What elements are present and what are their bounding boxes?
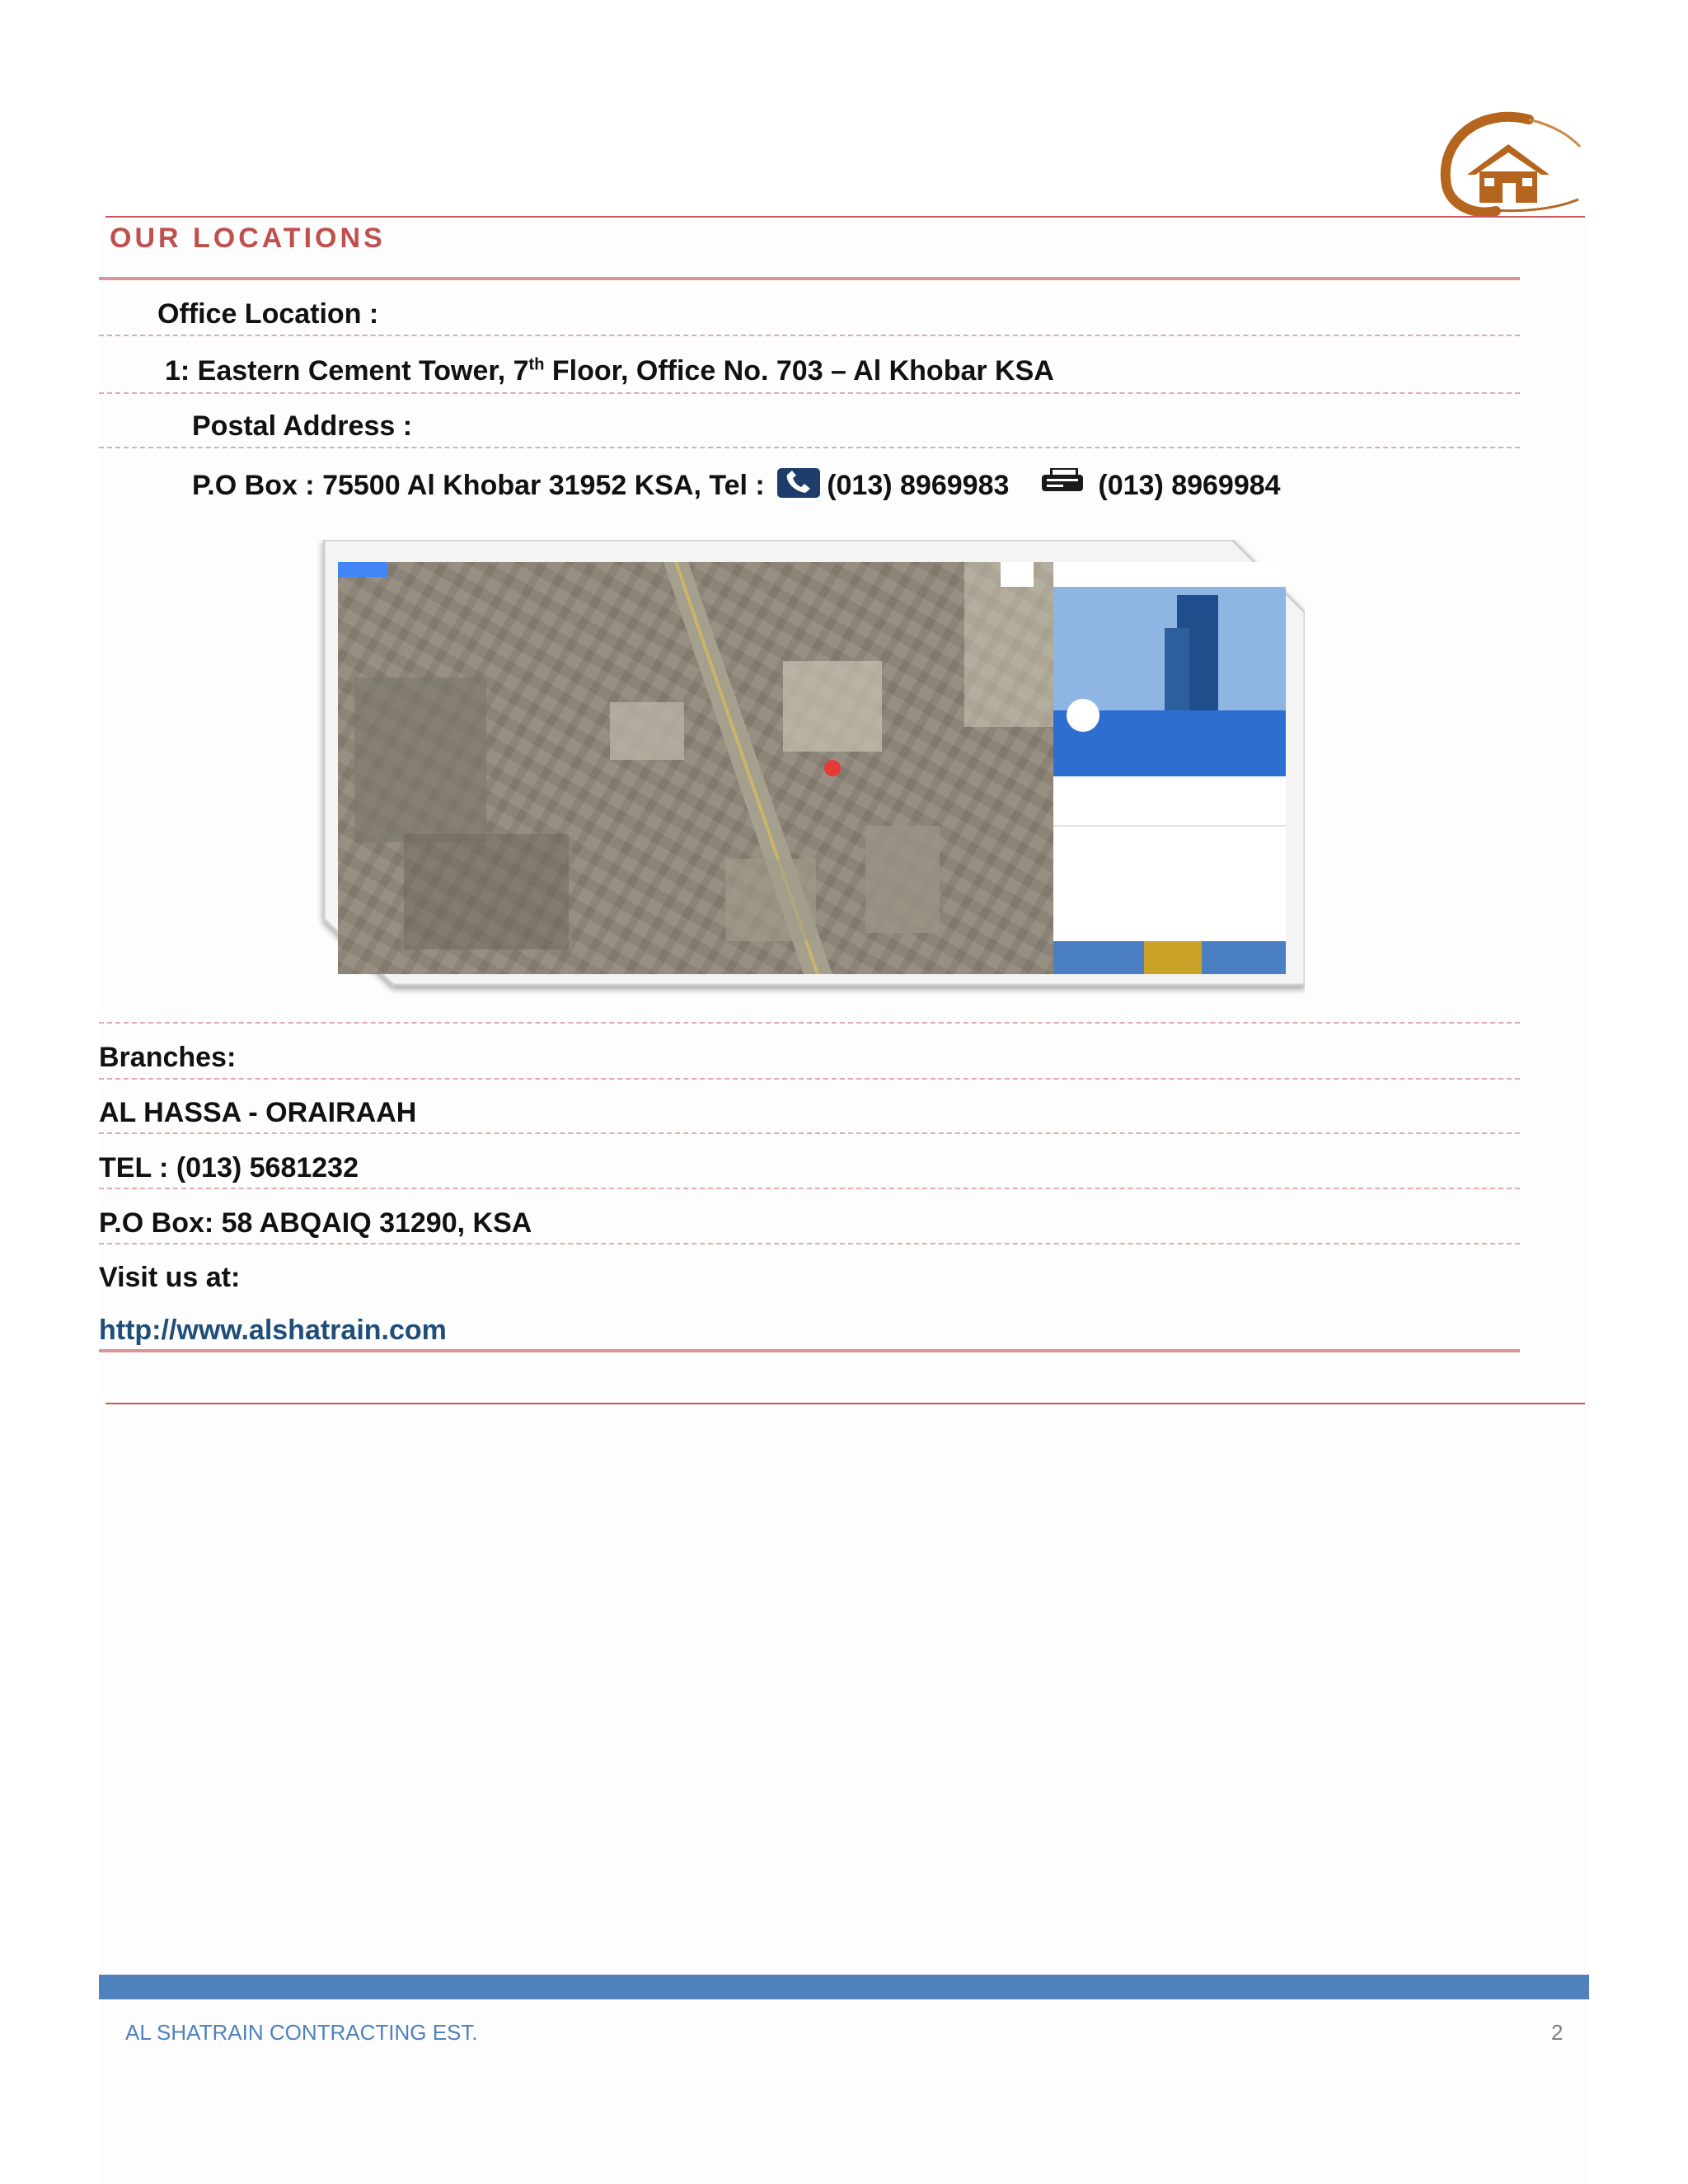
- branches-heading: Branches:: [99, 1042, 237, 1073]
- footer-top-rule: [106, 1403, 1585, 1404]
- page-number: 2: [1551, 2020, 1564, 2045]
- footer-bar: [99, 1975, 1589, 1999]
- house-logo-icon: [1430, 107, 1587, 223]
- satellite-map[interactable]: [338, 562, 1053, 974]
- bottom-rule: [99, 1349, 1520, 1352]
- divider: [99, 447, 1520, 448]
- office-address-main: 1: Eastern Cement Tower, 7: [165, 355, 529, 387]
- website-link[interactable]: http://www.alshatrain.com: [99, 1315, 447, 1346]
- office-address-suffix: Floor, Office No. 703 – Al Khobar KSA: [544, 355, 1054, 387]
- footer-company-name: AL SHATRAIN CONTRACTING EST.: [125, 2020, 478, 2045]
- office-address-superscript: th: [528, 355, 545, 374]
- postal-line: [192, 466, 1281, 502]
- divider: [99, 1132, 1520, 1134]
- divider: [99, 392, 1520, 394]
- fax-number: (013) 8969984: [1098, 470, 1281, 501]
- phone-icon: [777, 468, 820, 498]
- fax-icon: [1037, 466, 1088, 496]
- section-title: OUR LOCATIONS: [110, 223, 386, 254]
- branch-name: AL HASSA - ORAIRAAH: [99, 1097, 417, 1128]
- branch-po-box: P.O Box: 58 ABQAIQ 31290, KSA: [99, 1207, 532, 1239]
- divider: [99, 1243, 1520, 1244]
- divider: [99, 1022, 1520, 1024]
- divider: [99, 335, 1520, 336]
- office-address: [165, 355, 1054, 387]
- place-info-panel[interactable]: [1053, 562, 1286, 974]
- header-rule: [106, 216, 1585, 218]
- visit-us-label: Visit us at:: [99, 1262, 241, 1293]
- divider: [99, 1188, 1520, 1189]
- title-rule: [99, 277, 1520, 280]
- office-location-heading: Office Location :: [157, 298, 379, 330]
- page-background: [99, 214, 1589, 2184]
- po-box-text: P.O Box : 75500 Al Khobar 31952 KSA, Tel :: [192, 470, 773, 501]
- branch-tel: TEL : (013) 5681232: [99, 1152, 359, 1183]
- tel-number: (013) 8969983: [827, 470, 1010, 501]
- divider: [99, 1078, 1520, 1080]
- postal-address-heading: Postal Address :: [192, 410, 413, 442]
